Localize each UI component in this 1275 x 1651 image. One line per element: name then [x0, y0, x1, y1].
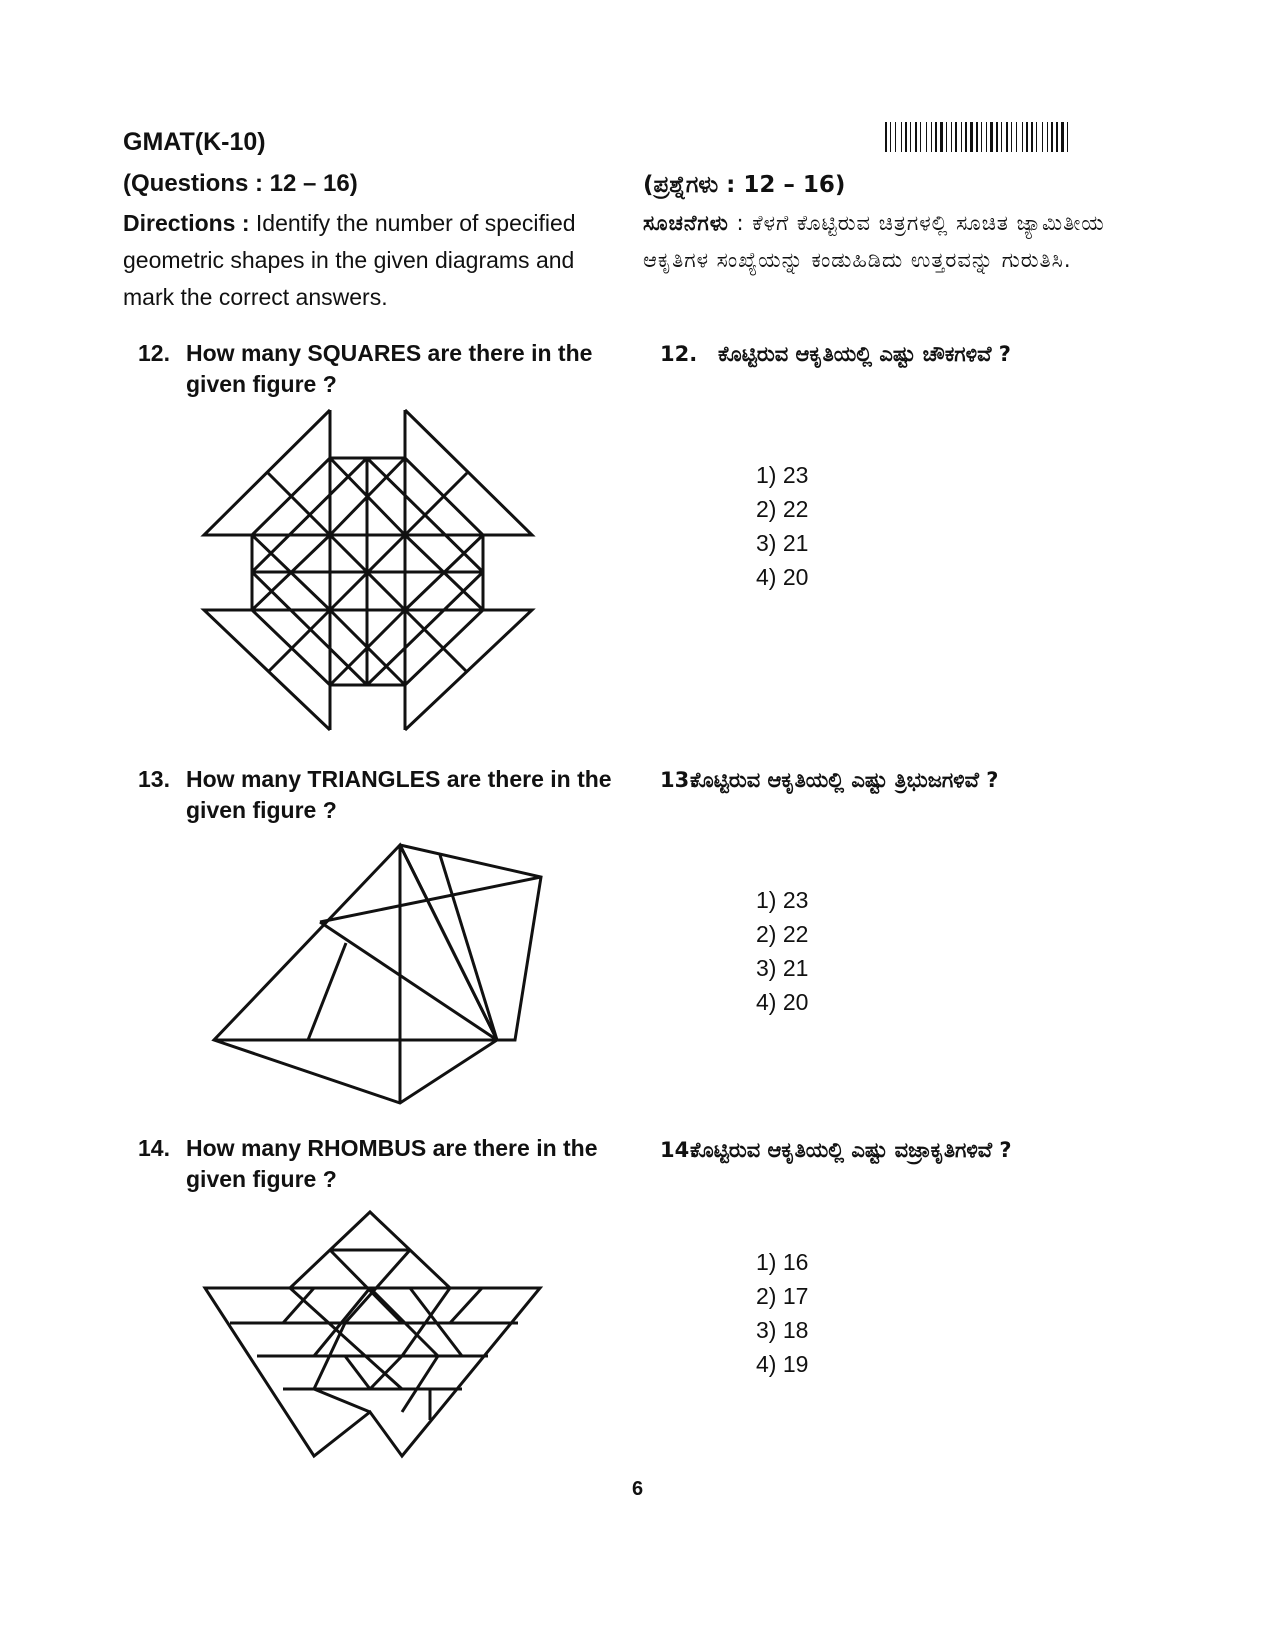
option-4[interactable]: 4) 20 — [756, 989, 809, 1015]
question-13-kn — [660, 768, 1160, 793]
directions-label-kn: ಸೂಚನೆಗಳು — [643, 211, 729, 235]
triangles-figure — [205, 840, 550, 1110]
question-text: ಕೊಟ್ಟಿರುವ ಆಕೃತಿಯಲ್ಲಿ ಎಷ್ಟು ತ್ರಿಭುಜಗಳಿವೆ ? — [690, 768, 999, 792]
option-4[interactable]: 4) 19 — [756, 1351, 809, 1377]
directions-text-kn: : ಕೆಳಗೆ ಕೊಟ್ಟಿರುವ ಚಿತ್ರಗಳಲ್ಲಿ ಸೂಚಿತ ಜ್ಯಾಮಿತೀಯ ಆಕೃತಿಗಳ ಸಂಖ್ಯೆಯನ್ನು ಕಂಡುಹಿಡಿದು ಉತ್ತರವನ್ನು ಗುರುತಿಸಿ. — [643, 211, 1105, 272]
squares-figure — [195, 405, 540, 735]
question-number: 12. — [138, 340, 170, 366]
question-number: 14. — [660, 1138, 698, 1162]
question-text: ಕೊಟ್ಟಿರುವ ಆಕೃತಿಯಲ್ಲಿ ಎಷ್ಟು ಚೌಕಗಳಿವೆ ? — [718, 342, 1011, 366]
directions-text-en: Identify the number of specified geometric shapes in the given diagrams and mark the correct answers. — [123, 210, 576, 310]
option-3[interactable]: 3) 21 — [756, 530, 809, 556]
directions-en — [123, 205, 613, 316]
option-2[interactable]: 2) 22 — [756, 921, 809, 947]
question-12-kn — [660, 342, 1160, 367]
question-number: 13. — [138, 766, 170, 792]
option-1[interactable]: 1) 23 — [756, 887, 809, 913]
option-1[interactable]: 1) 23 — [756, 462, 809, 488]
directions-label-en: Directions : — [123, 210, 250, 236]
options-q13 — [756, 883, 808, 1019]
question-14-en — [138, 1133, 628, 1195]
option-2[interactable]: 2) 22 — [756, 496, 809, 522]
question-text: How many TRIANGLES are there in the given figure ? — [186, 766, 612, 823]
question-13-en — [138, 764, 628, 826]
rhombus-figure — [195, 1205, 545, 1465]
option-3[interactable]: 3) 21 — [756, 955, 809, 981]
option-1[interactable]: 1) 16 — [756, 1249, 809, 1275]
question-text: ಕೊಟ್ಟಿರುವ ಆಕೃತಿಯಲ್ಲಿ ಎಷ್ಟು ವಜ್ರಾಕೃತಿಗಳಿವೆ ? — [690, 1138, 1012, 1162]
question-number: 13. — [660, 768, 698, 792]
question-12-en — [138, 338, 628, 400]
option-4[interactable]: 4) 20 — [756, 564, 809, 590]
options-q12 — [756, 458, 808, 594]
option-2[interactable]: 2) 17 — [756, 1283, 809, 1309]
question-range-kn: (ಪ್ರಶ್ನೆಗಳು : 12 – 16) — [643, 172, 846, 198]
question-text: How many SQUARES are there in the given figure ? — [186, 340, 593, 397]
page-number: 6 — [631, 1478, 644, 1500]
question-14-kn — [660, 1138, 1160, 1163]
barcode-icon — [885, 122, 1148, 152]
question-number: 14. — [138, 1135, 170, 1161]
question-range-en: (Questions : 12 – 16) — [123, 170, 358, 197]
directions-kn — [643, 205, 1143, 279]
exam-code: GMAT(K-10) — [123, 128, 266, 156]
options-q14 — [756, 1245, 808, 1381]
question-text: How many RHOMBUS are there in the given figure ? — [186, 1135, 598, 1192]
option-3[interactable]: 3) 18 — [756, 1317, 809, 1343]
question-number: 12. — [660, 342, 698, 366]
